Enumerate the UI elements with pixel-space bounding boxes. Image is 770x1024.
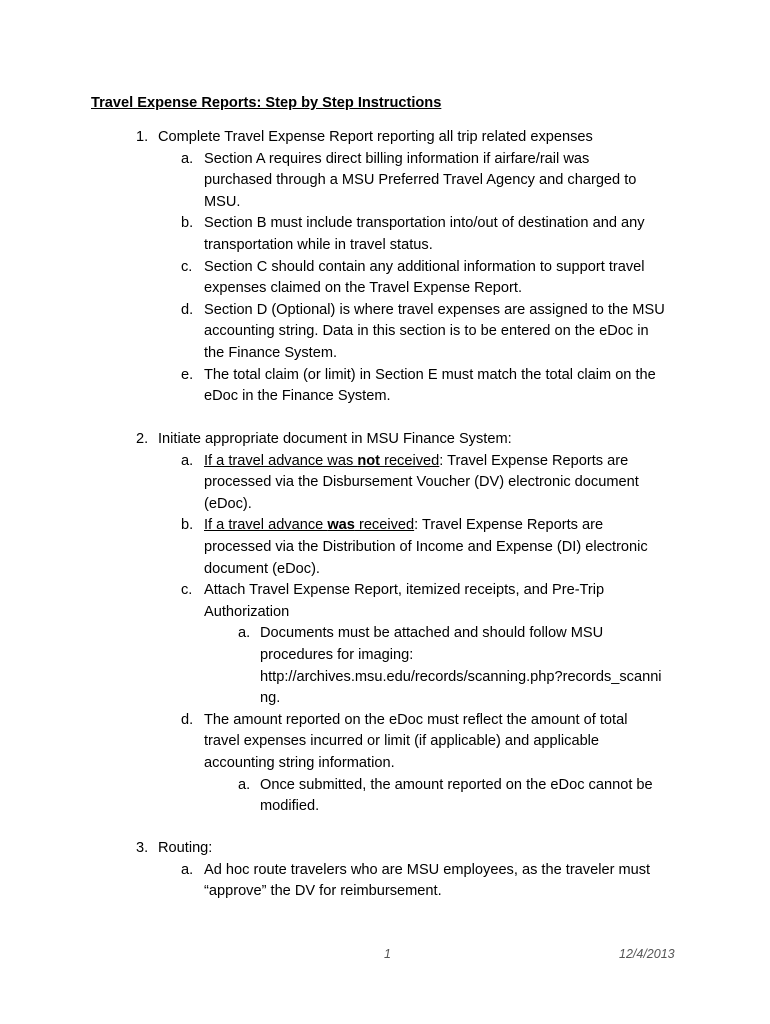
item-line: The amount reported on the eDoc must reflect the amount of total [204, 711, 628, 728]
item-letter: a. [181, 150, 194, 167]
condition-text: received [354, 517, 415, 534]
condition-emphasis: not [357, 452, 381, 469]
list-item [0, 213, 770, 256]
item-line: MSU. [204, 193, 241, 210]
sub-list-item [0, 775, 770, 818]
item-line [204, 515, 603, 537]
item-line: processed via the Disbursement Voucher (DV) electronic document [204, 474, 639, 491]
item-line: purchased through a MSU Preferred Travel Agency and charged to [204, 172, 637, 189]
sub-item-line: procedures for imaging: [260, 646, 414, 663]
page-number: 1 [384, 947, 391, 961]
sub-item-line: ng. [260, 690, 281, 707]
item-line: Section D (Optional) is where travel expenses are assigned to the MSU [204, 301, 665, 318]
list-item [0, 300, 770, 365]
item-line: Section B must include transportation into/out of destination and any [204, 215, 645, 232]
step-2 [0, 429, 770, 818]
item-letter: b. [181, 517, 194, 534]
step-3 [0, 838, 770, 903]
item-line: Ad hoc route travelers who are MSU employees, as the traveler must [204, 861, 651, 878]
item-letter: a. [181, 452, 194, 469]
item-line: accounting string information. [204, 754, 395, 771]
step-text: Complete Travel Expense Report reporting all trip related expenses [158, 129, 593, 145]
list-item [0, 365, 770, 408]
list-item [0, 149, 770, 214]
item-line: expenses claimed on the Travel Expense Report. [204, 280, 522, 297]
item-letter: b. [181, 215, 194, 232]
step-number: 1. [136, 129, 149, 145]
list-item [0, 860, 770, 903]
item-letter: d. [181, 711, 194, 728]
item-line: document (eDoc). [204, 560, 320, 577]
step-number: 3. [136, 840, 149, 856]
item-line: accounting string. Data in this section is to be entered on the eDoc in [204, 323, 649, 340]
item-line: processed via the Distribution of Income and Expense (DI) electronic [204, 538, 648, 555]
underlined-condition [204, 517, 414, 533]
sub-item-letter: a. [238, 776, 251, 793]
list-item [0, 257, 770, 300]
list-item [0, 580, 770, 710]
footer-date: 12/4/2013 [619, 947, 675, 961]
item-line: Attach Travel Expense Report, itemized receipts, and Pre-Trip [204, 582, 605, 599]
item-text: : Travel Expense Reports are [439, 452, 629, 469]
step-text: Initiate appropriate document in MSU Finance System: [158, 431, 512, 447]
list-item [0, 515, 770, 580]
list-item [0, 710, 770, 818]
item-text: : Travel Expense Reports are [414, 517, 604, 534]
condition-emphasis: was [327, 517, 355, 534]
sub-item-line: Documents must be attached and should follow MSU [260, 625, 604, 642]
step-text: Routing: [158, 840, 213, 856]
item-letter: a. [181, 861, 194, 878]
item-letter: c. [181, 258, 193, 275]
condition-text: If a travel advance was [204, 452, 358, 469]
step-number: 2. [136, 431, 149, 447]
sub-item-letter: a. [238, 625, 251, 642]
item-letter: c. [181, 582, 193, 599]
condition-text: received [380, 452, 440, 469]
item-line: (eDoc). [204, 495, 252, 512]
item-line: Authorization [204, 603, 290, 620]
records-scanning-url: http://archives.msu.edu/records/scanning.php?records_scanni [260, 668, 662, 685]
underlined-condition [204, 453, 439, 469]
item-line: Section C should contain any additional information to support travel [204, 258, 645, 275]
item-line: transportation while in travel status. [204, 236, 433, 253]
sub-list-item [0, 623, 770, 709]
page-title: Travel Expense Reports: Step by Step Instructions [91, 95, 442, 111]
item-line: travel expenses incurred or limit (if applicable) and applicable [204, 733, 600, 750]
item-line: The total claim (or limit) in Section E must match the total claim on the [204, 366, 656, 383]
item-line: Section A requires direct billing information if airfare/rail was [204, 150, 590, 167]
item-letter: d. [181, 301, 194, 318]
step-1 [0, 127, 770, 408]
item-line: “approve” the DV for reimbursement. [204, 883, 442, 900]
item-line: eDoc in the Finance System. [204, 388, 391, 405]
list-item [0, 451, 770, 516]
item-line [204, 451, 628, 473]
item-letter: e. [181, 366, 194, 383]
sub-item-line: modified. [260, 798, 320, 815]
item-line: the Finance System. [204, 344, 338, 361]
condition-text: If a travel advance [204, 517, 328, 534]
sub-item-line: Once submitted, the amount reported on the eDoc cannot be [260, 776, 653, 793]
